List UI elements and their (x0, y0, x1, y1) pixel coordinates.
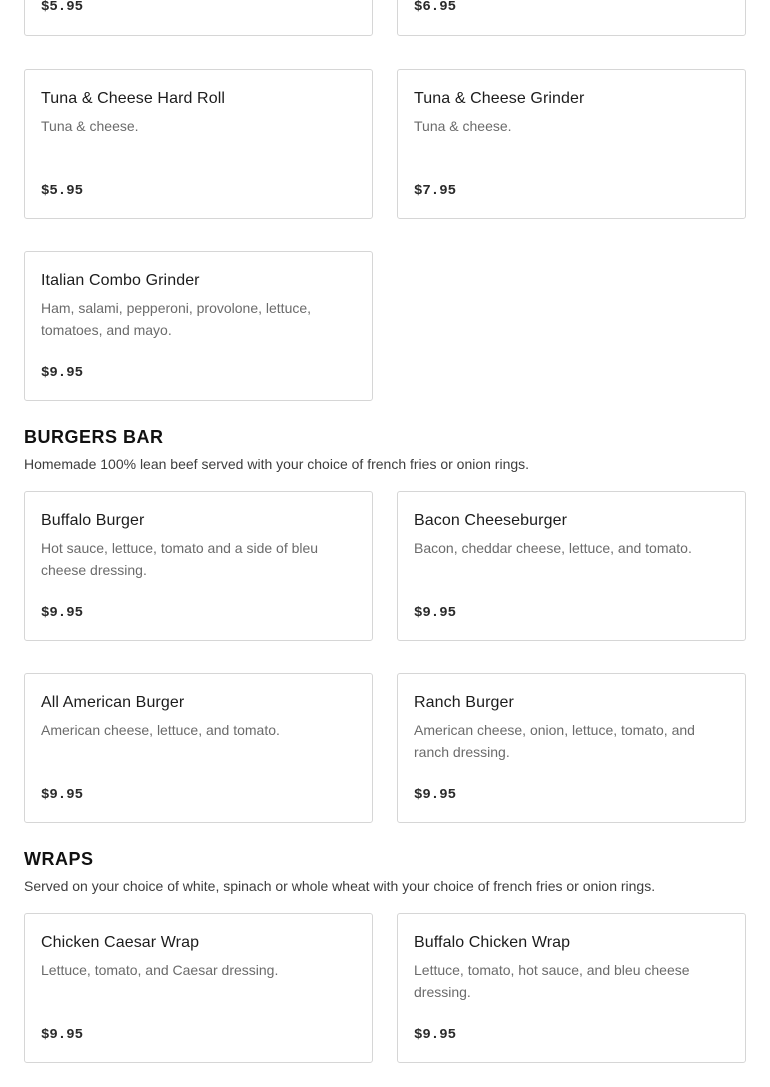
item-name: Tuna & Cheese Grinder (414, 90, 585, 107)
menu-item-card[interactable] (397, 491, 746, 641)
item-description: American cheese, lettuce, and tomato. (41, 722, 280, 738)
item-description: Tuna & cheese. (414, 118, 512, 134)
section-description: Served on your choice of white, spinach or whole wheat with your choice of french fries or onion rings. (24, 878, 656, 894)
item-price: $9.95 (414, 1027, 457, 1043)
item-name: Bacon Cheeseburger (414, 512, 568, 529)
item-name: Buffalo Chicken Wrap (414, 934, 571, 951)
item-description: American cheese, onion, lettuce, tomato, and ranch dressing. (414, 722, 695, 760)
item-name: Italian Combo Grinder (41, 272, 200, 289)
item-price: $9.95 (41, 1027, 84, 1043)
section-title: WRAPS (24, 849, 94, 869)
menu-item-card[interactable] (24, 491, 373, 641)
item-price: $9.95 (41, 605, 84, 621)
item-description: Hot sauce, lettuce, tomato and a side of bleu cheese dressing. (41, 540, 319, 578)
menu-item-card[interactable] (24, 69, 373, 219)
item-price: $5.95 (41, 183, 84, 199)
item-description: Lettuce, tomato, and Caesar dressing. (41, 962, 279, 978)
menu-item-card[interactable] (24, 673, 373, 823)
menu-item-card[interactable] (397, 673, 746, 823)
item-price: $6.95 (414, 0, 457, 15)
item-price: $5.95 (41, 0, 84, 15)
menu-item-card[interactable] (397, 913, 746, 1063)
item-name: Chicken Caesar Wrap (41, 934, 200, 951)
item-description: Tuna & cheese. (41, 118, 139, 134)
menu-item-card[interactable] (24, 251, 373, 401)
item-price: $7.95 (414, 183, 457, 199)
section-title: BURGERS BAR (24, 427, 164, 447)
section-description: Homemade 100% lean beef served with your choice of french fries or onion rings. (24, 456, 530, 472)
item-price: $9.95 (41, 365, 84, 381)
item-name: Ranch Burger (414, 694, 514, 711)
menu-item-card[interactable] (24, 913, 373, 1063)
item-name: Tuna & Cheese Hard Roll (41, 90, 226, 107)
item-description: Bacon, cheddar cheese, lettuce, and tomato. (414, 540, 692, 556)
item-description: Lettuce, tomato, hot sauce, and bleu cheese dressing. (414, 962, 690, 1000)
menu-item-card[interactable] (397, 0, 746, 36)
menu-item-card[interactable] (397, 69, 746, 219)
item-name: Buffalo Burger (41, 512, 145, 529)
item-description: Ham, salami, pepperoni, provolone, lettuce, tomatoes, and mayo. (41, 300, 312, 338)
item-price: $9.95 (414, 605, 457, 621)
item-name: All American Burger (41, 694, 185, 711)
item-price: $9.95 (41, 787, 84, 803)
item-price: $9.95 (414, 787, 457, 803)
menu-item-card[interactable] (24, 0, 373, 36)
